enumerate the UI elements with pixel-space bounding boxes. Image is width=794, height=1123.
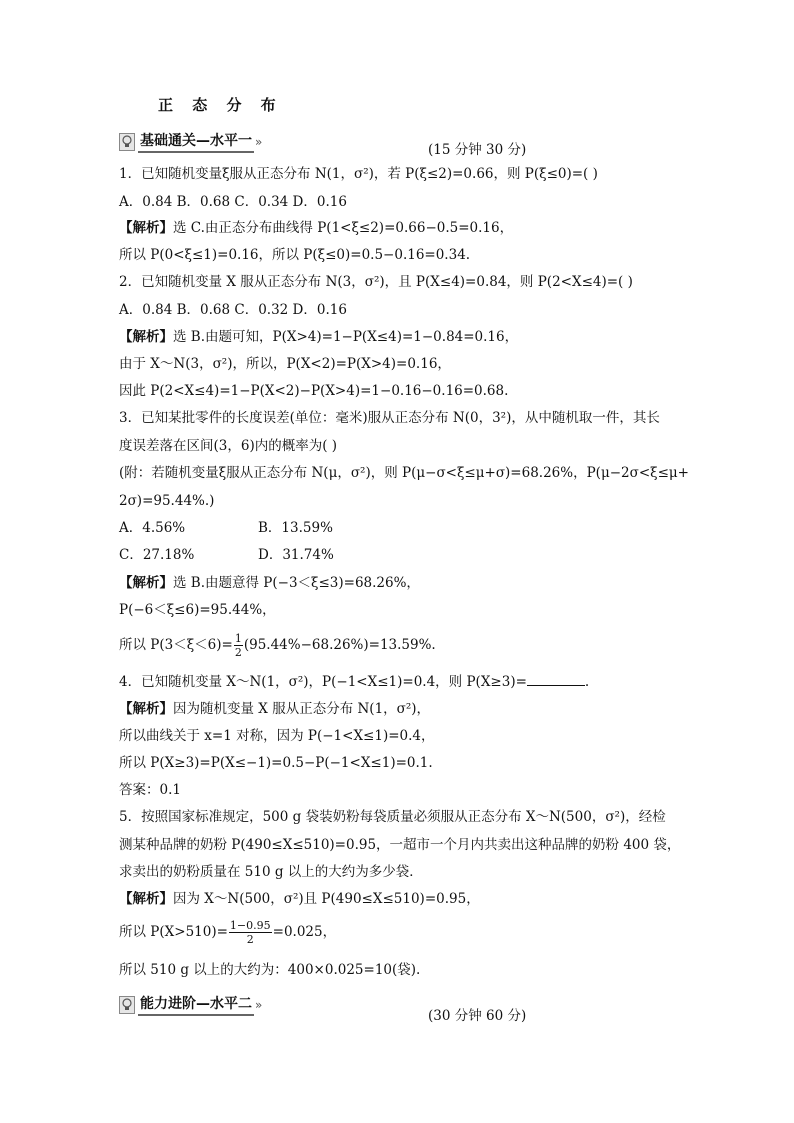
- analysis-text: 选 B.由题可知，P(X>4)=1−P(X≤4)=1−0.84=0.16，: [173, 329, 519, 345]
- lightbulb-icon: [119, 996, 135, 1014]
- question-3-line-3: (附：若随机变量ξ服从正态分布 N(μ，σ²)，则 P(μ−σ<ξ≤μ+σ)=68.26%，P(μ−2σ<ξ≤μ+: [119, 465, 689, 481]
- analysis-mark: 【解析】: [119, 701, 173, 717]
- formula-suffix: =0.025，: [272, 924, 337, 940]
- question-5-line-3: 求卖出的奶粉质量在 510 g 以上的大约为多少袋．: [119, 864, 423, 880]
- section-label-basic: 基础通关—水平一: [138, 132, 254, 153]
- fraction: [229, 919, 272, 946]
- section-header-advanced: [119, 994, 262, 1016]
- question-2-analysis-3: 因此 P(2<X≤4)=1−P(X<2)−P(X>4)=1−0.16−0.16=0.68.: [119, 383, 509, 399]
- question-end: .: [584, 674, 590, 690]
- question-2: 2．已知随机变量 X 服从正态分布 N(3，σ²)，且 P(X≤4)=0.84，则 P(2<X≤4)=( ): [119, 274, 633, 290]
- question-1-analysis-2: 所以 P(0<ξ≤1)=0.16，所以 P(ξ≤0)=0.5−0.16=0.34.: [119, 247, 471, 263]
- question-1-analysis-1: [119, 219, 513, 237]
- question-5-analysis-3: 所以 510 g 以上的大约为：400×0.025=10(袋).: [119, 962, 421, 978]
- analysis-mark: 【解析】: [119, 575, 173, 591]
- double-chevron-icon: »: [255, 135, 263, 149]
- formula-prefix: 所以 P(X>510)=: [119, 924, 228, 940]
- question-3-option-d: D．31.74%: [258, 547, 334, 563]
- question-5-line-2: 测某种品牌的奶粉 P(490≤X≤510)=0.95，一超市一个月内共卖出这种品牌的奶粉 400 袋，: [119, 837, 681, 853]
- question-4-analysis-1: [119, 700, 430, 718]
- question-3-line-4: 2σ)=95.44%.): [119, 493, 215, 509]
- question-5-line-1: 5．按照国家标准规定，500 g 袋装奶粉每袋质量必须服从正态分布 X～N(500，σ²)，经检: [119, 809, 666, 825]
- analysis-text: 选 B.由题意得 P(−3＜ξ≤3)=68.26%，: [173, 575, 420, 591]
- analysis-text: 因为随机变量 X 服从正态分布 N(1，σ²)，: [173, 701, 431, 717]
- lightbulb-icon: [119, 133, 135, 151]
- question-3-analysis-2: P(−6＜ξ≤6)=95.44%，: [119, 602, 276, 618]
- section-label-advanced: 能力进阶—水平二: [138, 995, 254, 1016]
- answer-blank: [527, 673, 585, 686]
- analysis-text: 选 C.由正态分布曲线得 P(1<ξ≤2)=0.66−0.5=0.16，: [173, 220, 514, 236]
- formula-suffix: (95.44%−68.26%)=13.59%.: [243, 637, 436, 653]
- question-3-option-a: A．4.56%: [119, 520, 186, 536]
- question-2-analysis-2: 由于 X～N(3，σ²)，所以，P(X<2)=P(X>4)=0.16，: [119, 356, 451, 372]
- section-time-basic: (15 分钟 30 分): [428, 142, 527, 158]
- analysis-mark: 【解析】: [119, 891, 173, 907]
- question-3-option-c: C．27.18%: [119, 547, 195, 563]
- question-3-line-2: 度误差落在区间(3，6)内的概率为( ): [119, 438, 338, 454]
- page-title: 正 态 分 布: [158, 96, 283, 114]
- question-5-analysis-2: [119, 917, 336, 947]
- question-4: [119, 673, 589, 691]
- question-2-analysis-1: [119, 328, 518, 346]
- question-text: 4．已知随机变量 X～N(1，σ²)，P(−1<X≤1)=0.4，则 P(X≥3)=: [119, 674, 527, 690]
- section-header-basic: [119, 131, 262, 153]
- question-4-answer: 答案：0.1: [119, 782, 181, 798]
- question-4-analysis-3: 所以 P(X≥3)=P(X≤−1)=0.5−P(−1<X≤1)=0.1.: [119, 755, 433, 771]
- fraction-denominator: 2: [246, 933, 254, 946]
- fraction-numerator: 1−0.95: [229, 919, 271, 932]
- question-1: 1．已知随机变量ξ服从正态分布 N(1，σ²)，若 P(ξ≤2)=0.66，则 P(ξ≤0)=( ): [119, 166, 598, 182]
- fraction-numerator: 1: [234, 632, 242, 645]
- question-3-option-b: B．13.59%: [258, 520, 333, 536]
- analysis-mark: 【解析】: [119, 329, 173, 345]
- fraction-denominator: 2: [234, 646, 242, 659]
- section-time-advanced: (30 分钟 60 分): [428, 1008, 527, 1024]
- question-3-analysis-3: [119, 630, 436, 660]
- analysis-text: 因为 X～N(500，σ²)且 P(490≤X≤510)=0.95，: [173, 891, 480, 907]
- question-3-line-1: 3．已知某批零件的长度误差(单位：毫米)服从正态分布 N(0，3²)，从中随机取一件，其长: [119, 410, 660, 426]
- analysis-mark: 【解析】: [119, 220, 173, 236]
- fraction: [234, 632, 243, 659]
- double-chevron-icon: »: [255, 998, 263, 1012]
- question-2-options: A．0.84 B．0.68 C．0.32 D．0.16: [119, 302, 347, 318]
- question-1-options: A．0.84 B．0.68 C．0.34 D．0.16: [119, 194, 347, 210]
- question-4-analysis-2: 所以曲线关于 x=1 对称，因为 P(−1<X≤1)=0.4，: [119, 728, 435, 744]
- formula-prefix: 所以 P(3＜ξ＜6)=: [119, 637, 233, 653]
- question-3-analysis-1: [119, 574, 420, 592]
- question-5-analysis-1: [119, 890, 480, 908]
